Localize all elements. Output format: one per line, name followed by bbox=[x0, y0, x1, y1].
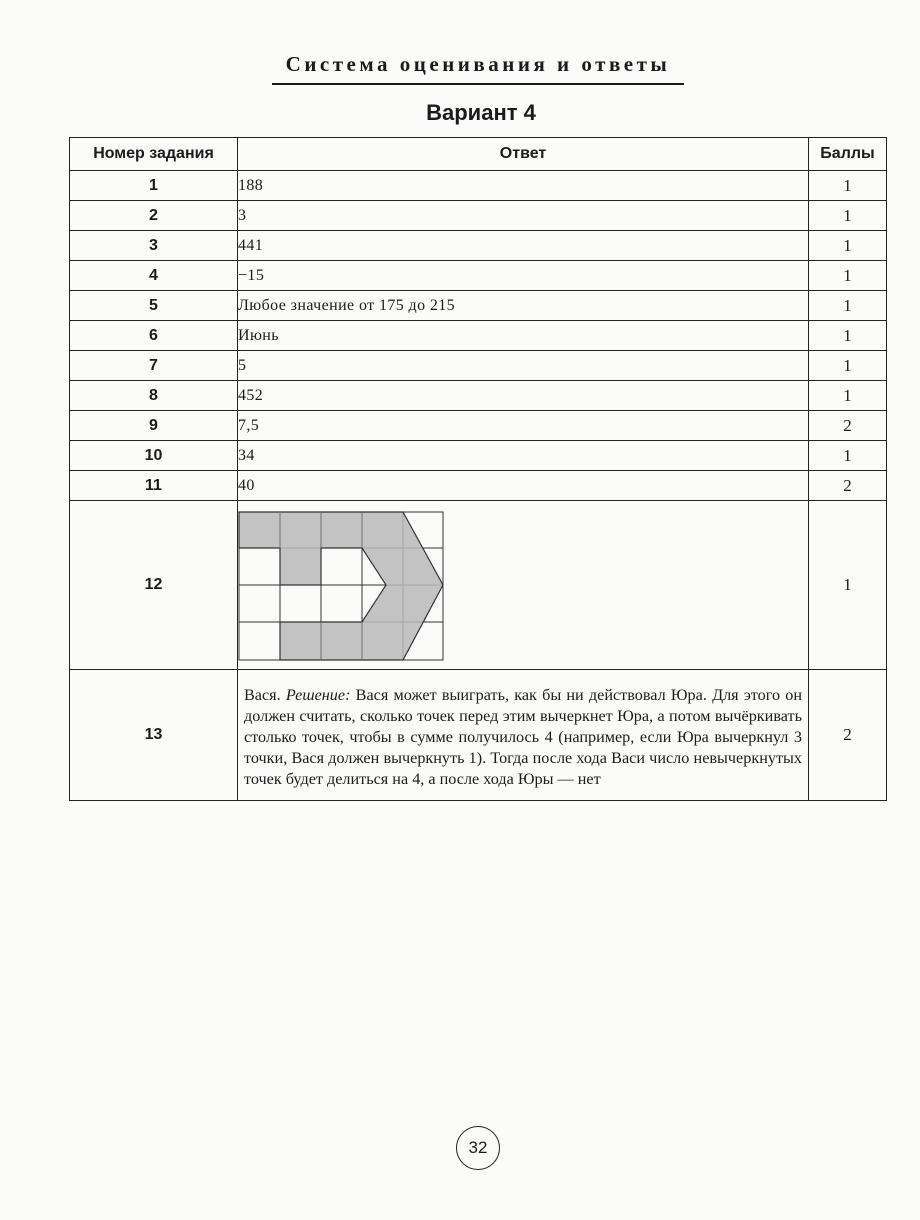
answer-cell: 188 bbox=[238, 171, 809, 201]
answer-figure-cell bbox=[238, 501, 809, 670]
points-cell: 1 bbox=[809, 201, 887, 231]
table-header-row bbox=[70, 138, 887, 171]
table-row bbox=[70, 411, 887, 441]
column-header-points: Баллы bbox=[809, 138, 887, 171]
answer-cell: 7,5 bbox=[238, 411, 809, 441]
task-number: 3 bbox=[70, 231, 238, 261]
table-row bbox=[70, 441, 887, 471]
task-number: 11 bbox=[70, 471, 238, 501]
solution-label: Решение: bbox=[285, 685, 351, 704]
points-cell: 1 bbox=[809, 171, 887, 201]
table-row-figure bbox=[70, 501, 887, 670]
answer-cell: 441 bbox=[238, 231, 809, 261]
answers-table bbox=[69, 137, 887, 801]
answer-cell: −15 bbox=[238, 261, 809, 291]
table-row bbox=[70, 351, 887, 381]
page-number: 32 bbox=[456, 1126, 500, 1170]
table-row bbox=[70, 291, 887, 321]
table-row-solution bbox=[70, 670, 887, 801]
answer-cell: 452 bbox=[238, 381, 809, 411]
points-cell: 1 bbox=[809, 441, 887, 471]
answer-cell: 3 bbox=[238, 201, 809, 231]
column-header-number: Номер задания bbox=[70, 138, 238, 171]
points-cell: 1 bbox=[809, 231, 887, 261]
points-cell: 1 bbox=[809, 351, 887, 381]
column-header-answer: Ответ bbox=[238, 138, 809, 171]
shaded-arrow-shape bbox=[239, 512, 443, 660]
task-number: 9 bbox=[70, 411, 238, 441]
answer-cell: Любое значение от 175 до 215 bbox=[238, 291, 809, 321]
task-number: 13 bbox=[70, 670, 238, 801]
answer-cell: 34 bbox=[238, 441, 809, 471]
task-number: 7 bbox=[70, 351, 238, 381]
points-cell: 1 bbox=[809, 501, 887, 670]
answer-cell: 5 bbox=[238, 351, 809, 381]
points-cell: 1 bbox=[809, 321, 887, 351]
table-row bbox=[70, 231, 887, 261]
table-row bbox=[70, 321, 887, 351]
table-row bbox=[70, 381, 887, 411]
task-number: 2 bbox=[70, 201, 238, 231]
task-number: 4 bbox=[70, 261, 238, 291]
answer-solution-cell bbox=[238, 670, 809, 801]
task-number: 6 bbox=[70, 321, 238, 351]
table-row bbox=[70, 201, 887, 231]
task-number: 1 bbox=[70, 171, 238, 201]
task-number: 10 bbox=[70, 441, 238, 471]
solution-text bbox=[238, 681, 808, 790]
answer-cell: Июнь bbox=[238, 321, 809, 351]
solution-lead: Вася. bbox=[244, 685, 281, 704]
page-title: Вариант 4 bbox=[426, 100, 536, 125]
points-cell: 1 bbox=[809, 381, 887, 411]
running-header: Система оценивания и ответы bbox=[272, 52, 684, 85]
table-row bbox=[70, 171, 887, 201]
points-cell: 2 bbox=[809, 411, 887, 441]
task-number: 12 bbox=[70, 501, 238, 670]
task-number: 8 bbox=[70, 381, 238, 411]
table-row bbox=[70, 471, 887, 501]
points-cell: 2 bbox=[809, 670, 887, 801]
grid-figure bbox=[238, 511, 444, 661]
points-cell: 1 bbox=[809, 261, 887, 291]
points-cell: 1 bbox=[809, 291, 887, 321]
task-number: 5 bbox=[70, 291, 238, 321]
table-row bbox=[70, 261, 887, 291]
answer-cell: 40 bbox=[238, 471, 809, 501]
points-cell: 2 bbox=[809, 471, 887, 501]
solution-body: Вася может выиграть, как бы ни действовал Юра. Для этого он должен считать, сколько точек перед этим вычеркнет Юра, а потом вычёркивать столько точек, чтобы в сумме получилось 4 (например, если Юра вычеркнул 3 точки, Вася должен вычеркнуть 1). Тогда после хода Васи число невычеркнутых точек будет делиться на 4, а после хода Юры — нет bbox=[244, 685, 803, 788]
